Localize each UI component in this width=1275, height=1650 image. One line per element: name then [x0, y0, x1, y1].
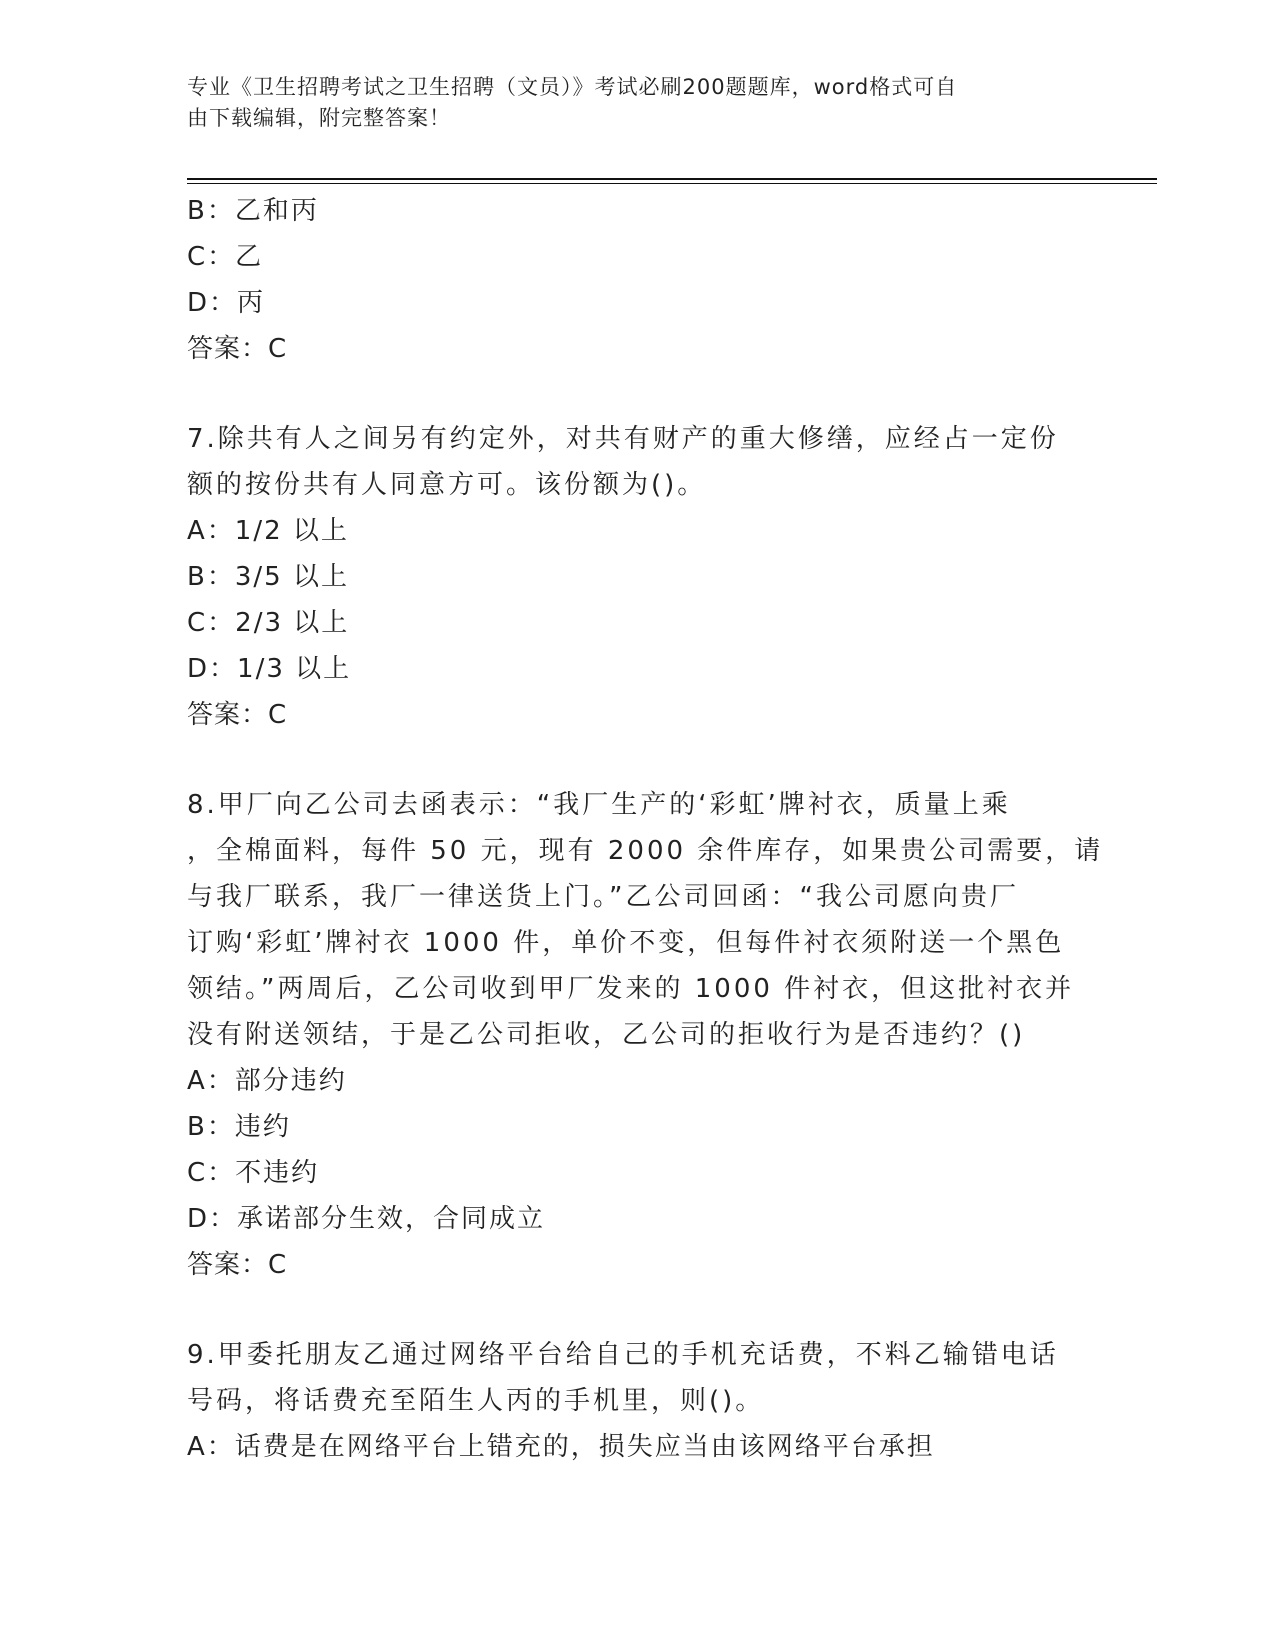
- option-b: B：违约: [187, 1112, 291, 1142]
- question-9: [187, 1332, 1087, 1470]
- question-text-line: 订购‘彩虹’牌衬衣 1000 件，单价不变，但每件衬衣须附送一个黑色: [187, 928, 1065, 958]
- question-text-line: ，全棉面料，每件 50 元，现有 2000 余件库存，如果贵公司需要，请: [187, 836, 1104, 866]
- option-a: A：部分违约: [187, 1066, 347, 1096]
- header-divider: [187, 178, 1157, 180]
- option-b: B：乙和丙: [187, 196, 319, 226]
- question-text-line: 9.甲委托朋友乙通过网络平台给自己的手机充话费，不料乙输错电话: [187, 1340, 1059, 1370]
- header-line: 由下载编辑，附完整答案！: [187, 106, 451, 130]
- answer: 答案：C: [187, 700, 288, 730]
- answer: 答案：C: [187, 334, 288, 364]
- spacer: [187, 738, 1087, 782]
- page-header: [187, 72, 1067, 134]
- question-content: [187, 188, 1104, 1470]
- question-text-line: 没有附送领结，于是乙公司拒收，乙公司的拒收行为是否违约？(): [187, 1020, 1026, 1050]
- option-a: A：1/2 以上: [187, 516, 349, 546]
- option-b: B：3/5 以上: [187, 562, 349, 592]
- spacer: [187, 1288, 1087, 1332]
- spacer: [187, 372, 1087, 416]
- option-d: D：1/3 以上: [187, 654, 352, 684]
- answer: 答案：C: [187, 1250, 288, 1280]
- question-7: [187, 416, 1087, 738]
- question-text-line: 领结。”两周后，乙公司收到甲厂发来的 1000 件衬衣，但这批衬衣并: [187, 974, 1075, 1004]
- question-text-line: 号码，将话费充至陌生人丙的手机里，则()。: [187, 1386, 765, 1416]
- option-d: D：丙: [187, 288, 266, 318]
- header-line: 专业《卫生招聘考试之卫生招聘（文员）》考试必刷200题题库，word格式可自: [187, 75, 958, 99]
- question-text-line: 额的按份共有人同意方可。该份额为()。: [187, 470, 707, 500]
- option-c: C：乙: [187, 242, 264, 272]
- header-divider-thin: [187, 183, 1157, 184]
- question-8: [187, 782, 1104, 1288]
- option-d: D：承诺部分生效，合同成立: [187, 1204, 546, 1234]
- option-c: C：不违约: [187, 1158, 320, 1188]
- option-c: C：2/3 以上: [187, 608, 350, 638]
- question-text-line: 与我厂联系，我厂一律送货上门。”乙公司回函：“我公司愿向贵厂: [187, 882, 1019, 912]
- question-text-line: 8.甲厂向乙公司去函表示：“我厂生产的‘彩虹’牌衬衣，质量上乘: [187, 790, 1011, 820]
- question-text-line: 7.除共有人之间另有约定外，对共有财产的重大修缮，应经占一定份: [187, 424, 1059, 454]
- option-a: A：话费是在网络平台上错充的，损失应当由该网络平台承担: [187, 1432, 935, 1462]
- previous-question: [187, 188, 1087, 372]
